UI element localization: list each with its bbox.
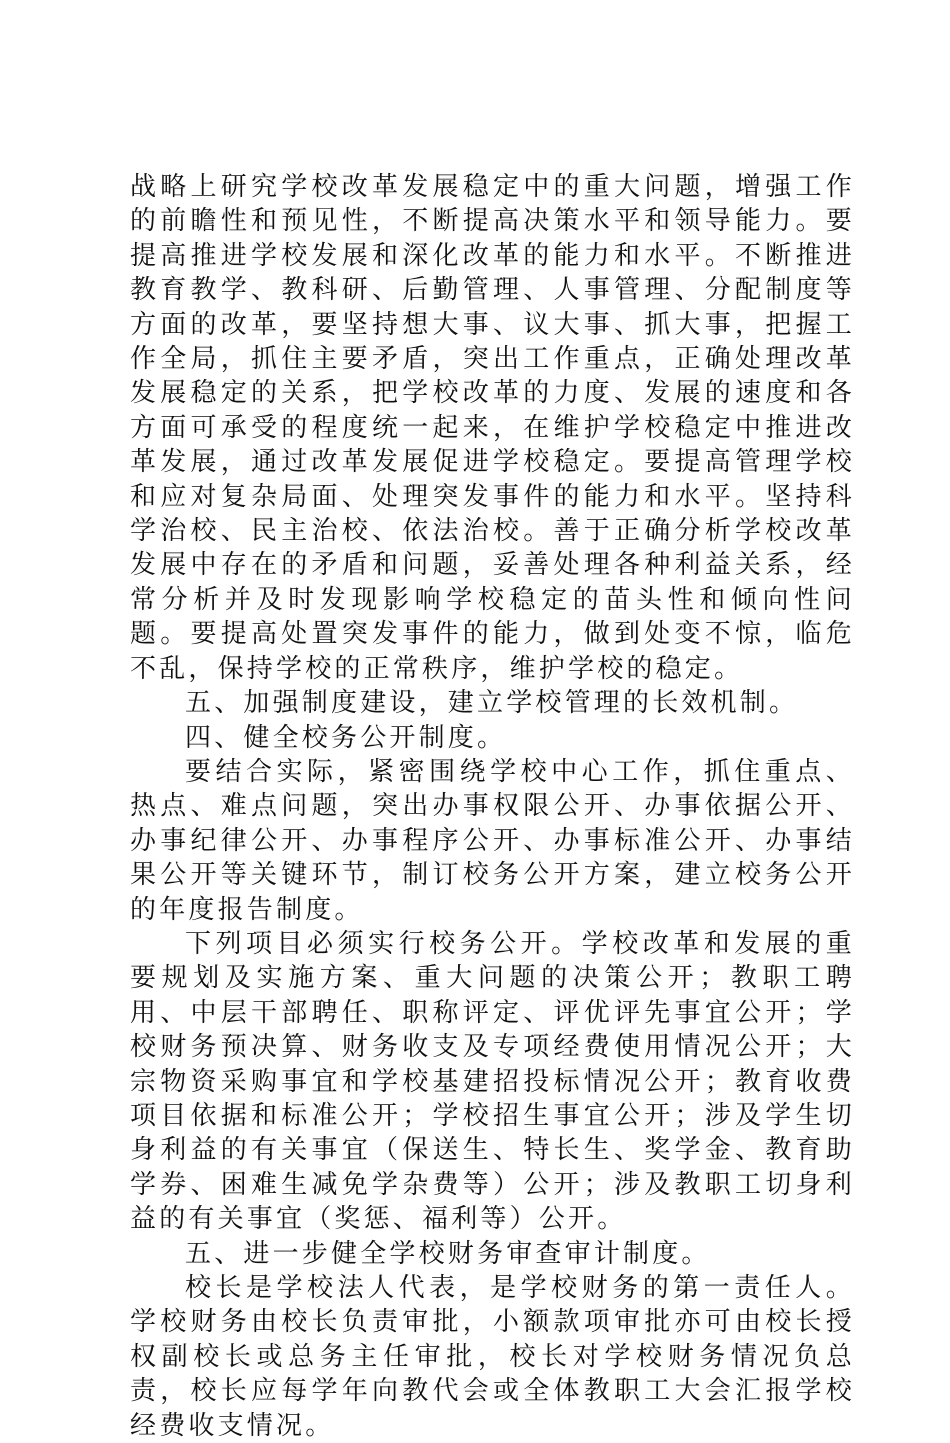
heading-financial-audit: 五、进一步健全学校财务审查审计制度。 xyxy=(185,1238,711,1269)
paragraph-continued: 战略上研究学校改革发展稳定中的重大问题，增强工作的前瞻性和预见性，不断提高决策水平和领导能力。要提高推进学校发展和深化改革的能力和水平。不断推进教育教学、教科研、后勤管理、人事管理、分配制度等方面的改革，要坚持想大事、议大事、抓大事，把握工作全局，抓住主要矛盾，突出工作重点，正确处理改革发展稳定的关系，把学校改革的力度、发展的速度和各方面可承受的程度统一起来，在维护学校稳定中推进改革发展，通过改革发展促进学校稳定。要提高管理学校和应对复杂局面、处理突发事件的能力和水平。坚持科学治校、民主治校、依法治校。善于正确分析学校改革发展中存在的矛盾和问题，妥善处理各种利益关系，经常分析并及时发现影响学校稳定的苗头性和倾向性问题。要提高处置突发事件的能力，做到处变不惊，临危不乱，保持学校的正常秩序，维护学校的稳定。 xyxy=(130,172,855,684)
paragraph-principal-responsibility: 校长是学校法人代表，是学校财务的第一责任人。学校财务由校长负责审批，小额款项审批亦可由校长授权副校长或总务主任审批，校长对学校财务情况负总责，校长应每学年向教代会或全体教职工大会汇报学校经费收支情况。 xyxy=(130,1273,855,1441)
document-body xyxy=(130,170,855,1443)
paragraph-disclosure-items: 下列项目必须实行校务公开。学校改革和发展的重要规划及实施方案、重大问题的决策公开；教职工聘用、中层干部聘任、职称评定、评优评先事宜公开；学校财务预决算、财务收支及专项经费使用情况公开；大宗物资采购事宜和学校基建招投标情况公开；教育收费项目依据和标准公开；学校招生事宜公开；涉及学生切身利益的有关事宜（保送生、特长生、奖学金、教育助学券、困难生减免学杂费等）公开；涉及教职工切身利益的有关事宜（奖惩、福利等）公开。 xyxy=(130,928,855,1235)
heading-school-affairs-disclosure: 四、健全校务公开制度。 xyxy=(185,722,507,753)
paragraph-disclosure-requirements: 要结合实际，紧密围绕学校中心工作，抓住重点、热点、难点问题，突出办事权限公开、办事依据公开、办事纪律公开、办事程序公开、办事标准公开、办事结果公开等关键环节，制订校务公开方案，建立校务公开的年度报告制度。 xyxy=(130,756,855,925)
heading-institution-building: 五、加强制度建设，建立学校管理的长效机制。 xyxy=(185,688,799,719)
